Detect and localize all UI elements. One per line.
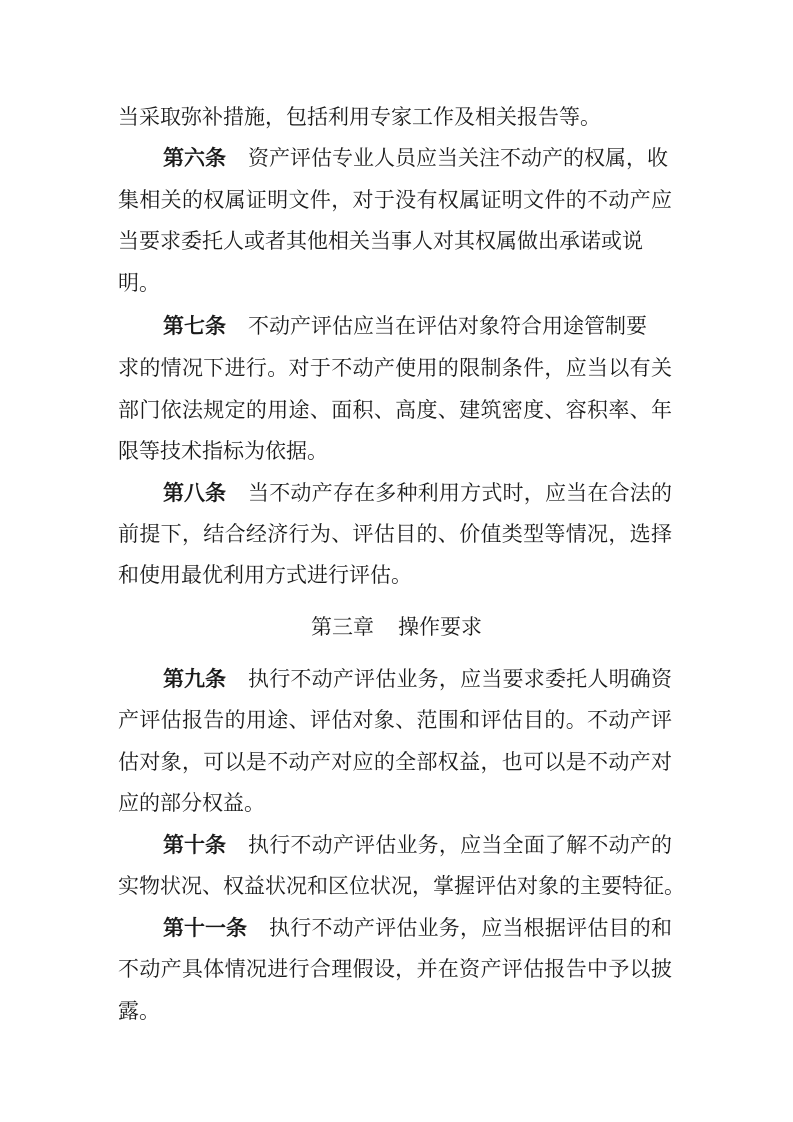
chapter-number: 第三章 (311, 615, 374, 639)
article-10-line: 实物状况、权益状况和区位状况，掌握评估对象的主要特征。 (118, 874, 685, 898)
article-7-line: 限等技术指标为依据。 (118, 439, 328, 463)
article-9-line: 估对象，可以是不动产对应的全部权益，也可以是不动产对 (118, 750, 672, 774)
article-9-line: 产评估报告的用途、评估对象、范围和评估目的。不动产评 (118, 708, 672, 732)
chapter-heading (0, 613, 793, 641)
article-7-line: 部门依法规定的用途、面积、高度、建筑密度、容积率、年 (118, 398, 672, 422)
article-6-line: 明。 (118, 271, 160, 295)
article-7-line: 求的情况下进行。对于不动产使用的限制条件，应当以有关 (118, 356, 672, 380)
article-11-line: 不动产具体情况进行合理假设，并在资产评估报告中予以披 (118, 957, 672, 981)
article-6-line: 当要求委托人或者其他相关当事人对其权属做出承诺或说 (118, 229, 643, 253)
article-text: 执行不动产评估业务，应当全面了解不动产的 (248, 833, 672, 857)
article-6-line (163, 144, 672, 172)
article-text: 资产评估专业人员应当关注不动产的权属，收 (248, 146, 668, 170)
article-label: 第十条 (163, 832, 226, 857)
article-10-line (163, 831, 672, 859)
chapter-title: 操作要求 (398, 615, 482, 639)
article-9-line: 应的部分权益。 (118, 791, 265, 815)
article-7-line (163, 312, 672, 340)
article-text: 当不动产存在多种利用方式时，应当在合法的 (248, 481, 672, 505)
article-label: 第九条 (163, 666, 226, 691)
article-label: 第六条 (163, 145, 226, 170)
article-11-line (163, 914, 672, 942)
article-text: 执行不动产评估业务，应当要求委托人明确资 (248, 667, 672, 691)
article-8-line: 和使用最优利用方式进行评估。 (118, 563, 412, 587)
article-text: 不动产评估应当在评估对象符合用途管制要 (248, 314, 647, 338)
article-label: 第八条 (163, 480, 226, 505)
article-8-line: 前提下，结合经济行为、评估目的、价值类型等情况，选择 (118, 522, 672, 546)
article-label: 第七条 (163, 313, 226, 338)
article-label: 第十一条 (163, 915, 247, 940)
article-6-line: 集相关的权属证明文件，对于没有权属证明文件的不动产应 (118, 188, 672, 212)
article-text: 执行不动产评估业务，应当根据评估目的和 (269, 916, 672, 940)
article-9-line (163, 665, 672, 693)
paragraph-continuation-line: 当采取弥补措施，包括利用专家工作及相关报告等。 (118, 105, 601, 129)
article-8-line (163, 479, 672, 507)
article-11-line: 露。 (118, 999, 160, 1023)
